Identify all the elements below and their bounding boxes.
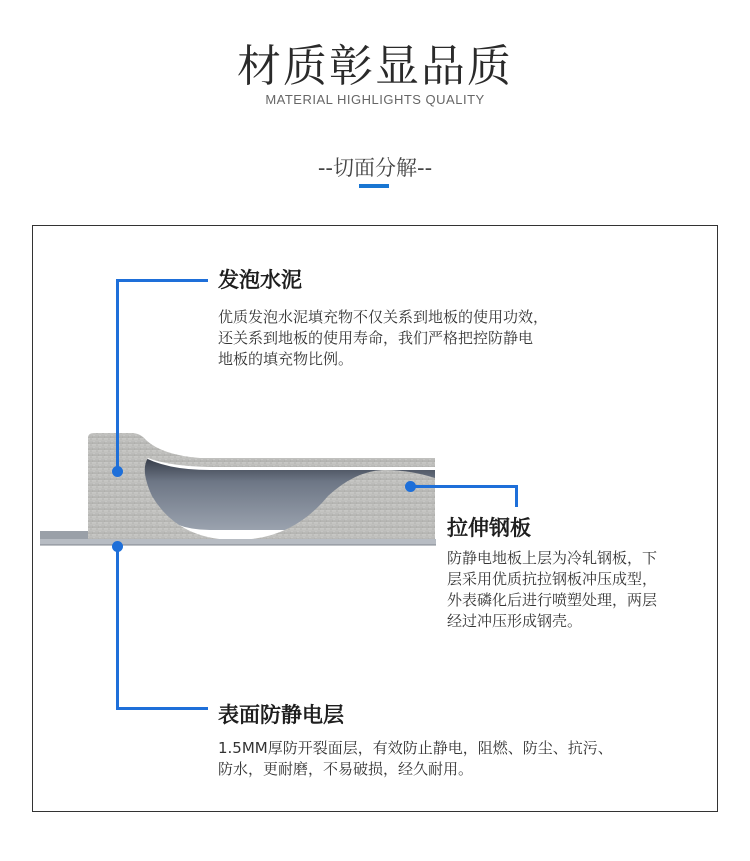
foam-callout-dot [112,466,123,477]
steel-line-1: 防静电地板上层为冷轧钢板，下 [447,549,658,567]
steel-plate-description [447,548,657,632]
foam-line-2: 还关系到地板的使用寿命，我们严格把控防静电 [218,329,534,347]
steel-line-3: 外表磷化后进行喷塑处理，两层 [447,591,658,609]
steel-plate-title: 拉伸钢板 [447,516,531,540]
surface-callout-vertical [116,546,119,710]
steel-line-4: 经过冲压形成钢壳。 [447,612,583,630]
foam-callout-horizontal [116,279,208,282]
foam-line-3: 地板的填充物比例。 [218,350,354,368]
surface-callout-horizontal [116,707,208,710]
steel-callout-vertical [515,485,518,507]
foam-callout-vertical [116,279,119,472]
surface-line-2: 防水，更耐磨，不易破损，经久耐用。 [218,760,474,778]
surface-line-1: 1.5MM厚防开裂面层，有效防止静电，阻燃、防尘、抗污、 [218,739,613,757]
page-subtitle: MATERIAL HIGHLIGHTS QUALITY [265,92,485,107]
bottom-steel-sheet [40,539,436,545]
steel-callout-horizontal [410,485,518,488]
steel-line-2: 层采用优质抗拉钢板冲压成型， [447,570,658,588]
section-label: --切面分解-- [317,156,433,180]
page-title: 材质彰显品质 [237,41,513,92]
foam-line-1: 优质发泡水泥填充物不仅关系到地板的使用功效， [218,308,549,326]
steel-flange [40,531,92,540]
surface-layer-description [218,738,613,780]
foam-cement-description [218,307,548,370]
surface-layer-title: 表面防静电层 [218,703,344,727]
foam-cement-title: 发泡水泥 [218,268,302,292]
